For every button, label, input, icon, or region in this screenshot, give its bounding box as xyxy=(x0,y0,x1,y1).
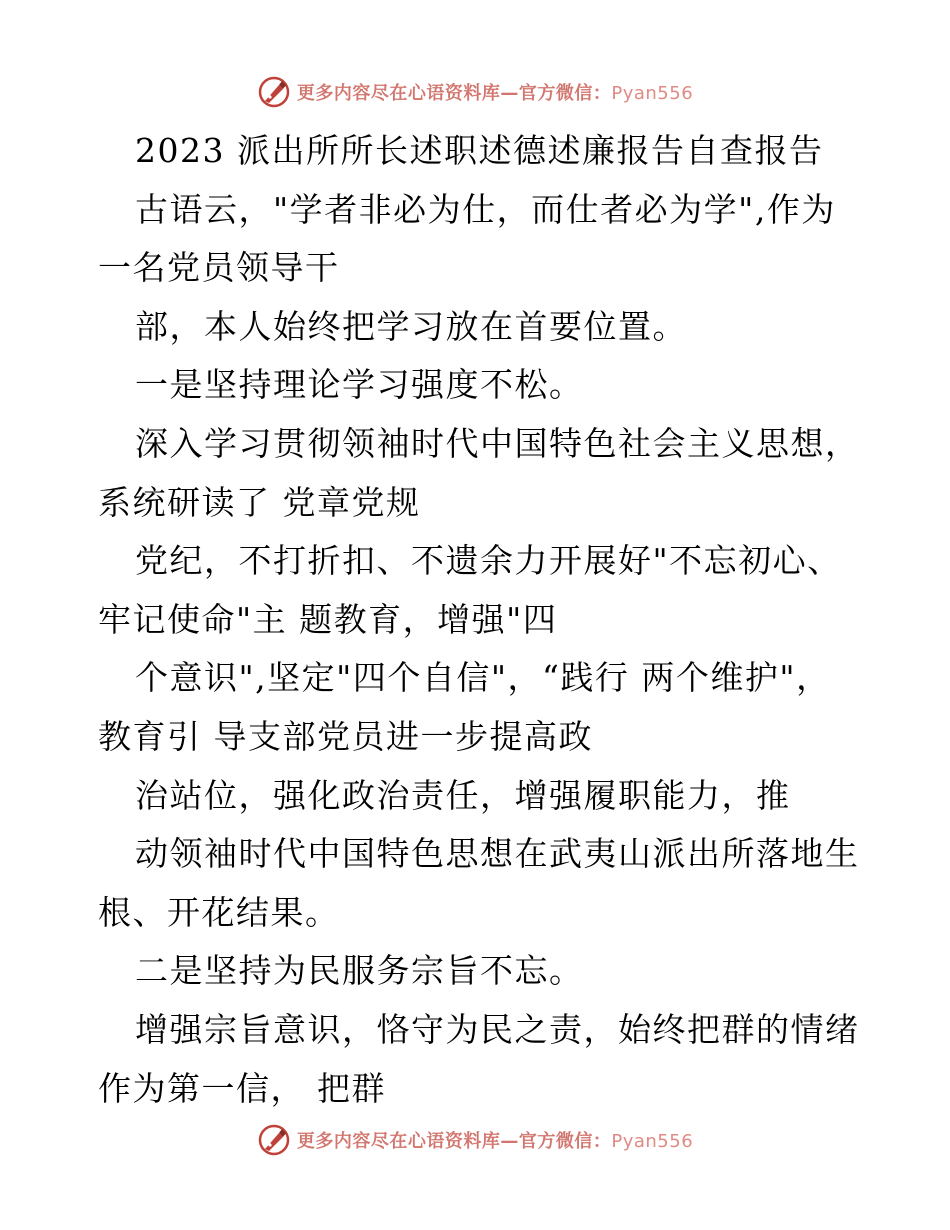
text-line: 根、开花结果。 xyxy=(98,892,340,932)
text-line: 牢记使命"主 题教育，增强"四 xyxy=(98,599,558,639)
text-line: 深入学习贯彻领袖时代中国特色社会主义思想， xyxy=(135,423,860,463)
watermark-text: 更多内容尽在心语资料库—官方微信： xyxy=(296,83,612,104)
header-watermark xyxy=(0,72,950,112)
text-line: 动领袖时代中国特色思想在武夷山派出所落地生 xyxy=(135,834,860,874)
text-line: 教育引 导支部党员进一步提高政 xyxy=(98,716,593,756)
watermark-text: 更多内容尽在心语资料库—官方微信： xyxy=(296,1131,612,1152)
text-line: 一名党员领导干 xyxy=(98,248,340,288)
text-line: 部，本人始终把学习放在首要位置。 xyxy=(135,306,687,346)
text-line: 一是坚持理论学习强度不松。 xyxy=(135,365,584,405)
text-line: 系统研读了 党章党规 xyxy=(98,482,421,522)
text-line: 治站位，强化政治责任，增强履职能力，推 xyxy=(135,775,791,815)
text-line: 2023 派出所所长述职述德述廉报告自查报告 xyxy=(135,131,824,170)
text-line: 作为第一信， 把群 xyxy=(98,1068,386,1108)
watermark-wechat-id: Pyan556 xyxy=(611,1131,694,1152)
watermark-wechat-id: Pyan556 xyxy=(611,83,694,104)
text-line: 党纪，不打折扣、不遗余力开展好"不忘初心、 xyxy=(135,541,842,581)
text-line: 二是坚持为民服务宗旨不忘。 xyxy=(135,951,584,991)
pen-nib-logo-icon xyxy=(257,75,291,109)
text-line: 古语云，"学者非必为仕，而仕者必为学",作为 xyxy=(135,189,836,229)
document-body xyxy=(98,122,888,1118)
text-line: 个意识",坚定"四个自信"，“践行 两个维护"， xyxy=(135,658,831,698)
footer-watermark xyxy=(0,1120,950,1160)
text-line: 增强宗旨意识，恪守为民之责，始终把群的情绪 xyxy=(135,1009,860,1049)
pen-nib-logo-icon xyxy=(257,1123,291,1157)
